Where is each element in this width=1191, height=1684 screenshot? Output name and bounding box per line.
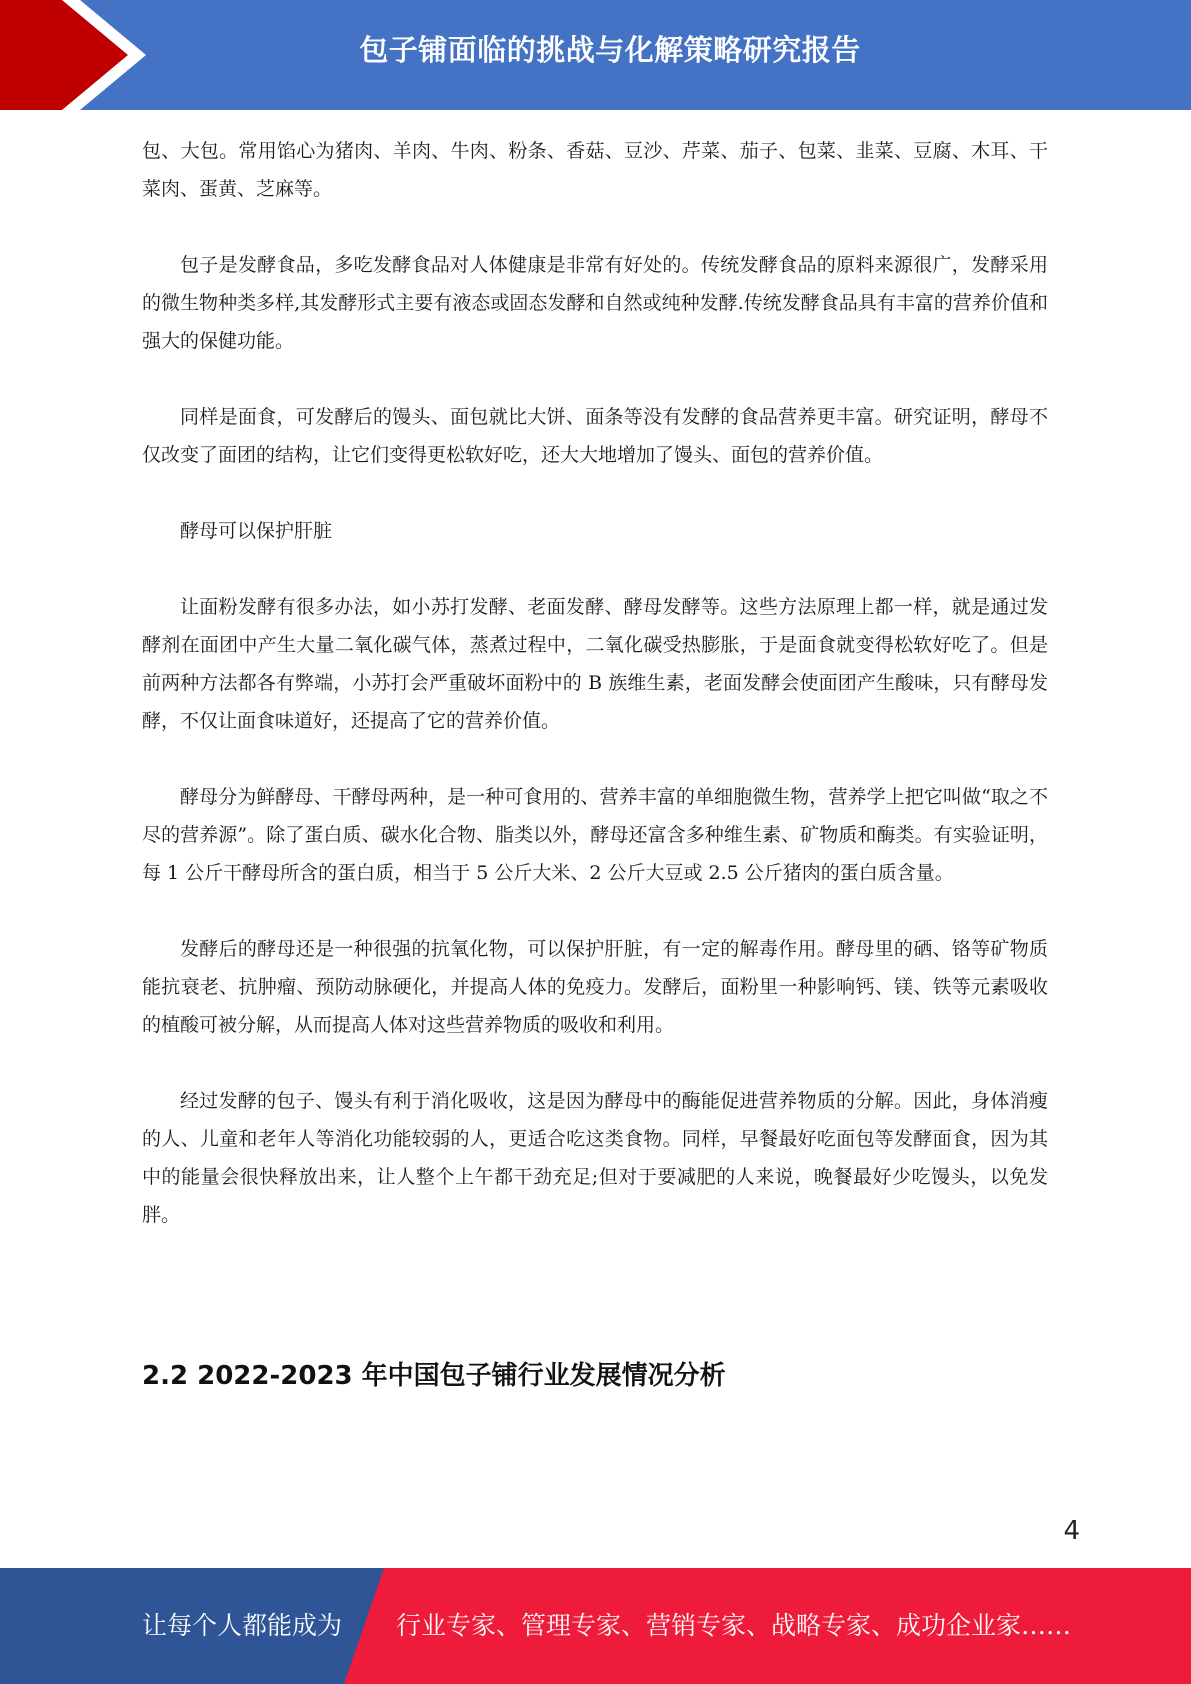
section-heading: 2.2 2022-2023 年中国包子铺行业发展情况分析 [142,1361,726,1391]
page-header [0,0,1191,110]
paragraph: 酵母分为鲜酵母、干酵母两种，是一种可食用的、营养丰富的单细胞微生物，营养学上把它叫做“取之不尽的营养源”。除了蛋白质、碳水化合物、脂类以外，酵母还富含多种维生素、矿物质和酶类。有实验证明，每 1 公斤干酵母所含的蛋白质，相当于 5 公斤大米、2 公斤大豆或 2.5 公斤猪肉的蛋白质含量。 [142,786,1048,884]
paragraph: 发酵后的酵母还是一种很强的抗氧化物，可以保护肝脏，有一定的解毒作用。酵母里的硒、铬等矿物质能抗衰老、抗肿瘤、预防动脉硬化，并提高人体的免疫力。发酵后，面粉里一种影响钙、镁、铁等元素吸收的植酸可被分解，从而提高人体对这些营养物质的吸收和利用。 [142,938,1048,1036]
paragraph: 同样是面食，可发酵后的馒头、面包就比大饼、面条等没有发酵的食品营养更丰富。研究证明，酵母不仅改变了面团的结构，让它们变得更松软好吃，还大大地增加了馒头、面包的营养价值。 [142,406,1048,466]
paragraph: 经过发酵的包子、馒头有利于消化吸收，这是因为酵母中的酶能促进营养物质的分解。因此，身体消瘦的人、儿童和老年人等消化功能较弱的人，更适合吃这类食物。同样，早餐最好吃面包等发酵面食，因为其中的能量会很快释放出来，让人整个上午都干劲充足;但对于要减肥的人来说，晚餐最好少吃馒头，以免发胖。 [142,1090,1048,1226]
report-title: 包子铺面临的挑战与化解策略研究报告 [359,33,861,67]
paragraph: 包子是发酵食品，多吃发酵食品对人体健康是非常有好处的。传统发酵食品的原料来源很广，发酵采用的微生物种类多样,其发酵形式主要有液态或固态发酵和自然或纯种发酵.传统发酵食品具有丰富的营养价值和强大的保健功能。 [142,254,1048,352]
page-footer [0,1568,1191,1684]
header-arrow-decoration [0,0,150,110]
page-number: 4 [1063,1516,1080,1546]
paragraph: 让面粉发酵有很多办法，如小苏打发酵、老面发酵、酵母发酵等。这些方法原理上都一样，就是通过发酵剂在面团中产生大量二氧化碳气体，蒸煮过程中，二氧化碳受热膨胀，于是面食就变得松软好吃了。但是前两种方法都各有弊端，小苏打会严重破坏面粉中的 B 族维生素，老面发酵会使面团产生酸味，只有酵母发酵，不仅让面食味道好，还提高了它的营养价值。 [142,596,1048,732]
subheading-paragraph: 酵母可以保护肝脏 [180,520,333,542]
footer-slogan-right: 行业专家、管理专家、营销专家、战略专家、成功企业家…… [396,1611,1072,1640]
document-body [142,132,1048,1272]
footer-slogan-left: 让每个人都能成为 [142,1611,343,1640]
paragraph: 包、大包。常用馅心为猪肉、羊肉、牛肉、粉条、香菇、豆沙、芹菜、茄子、包菜、韭菜、豆腐、木耳、干菜肉、蛋黄、芝麻等。 [142,140,1048,200]
